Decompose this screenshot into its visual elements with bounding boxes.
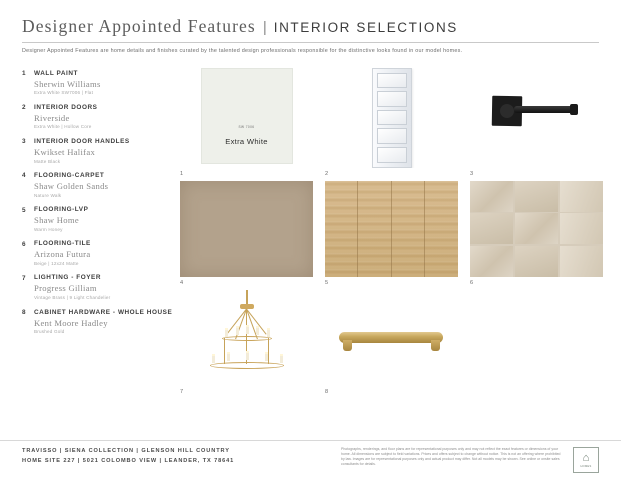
legend-number: 2 [22, 104, 26, 112]
door-handle-illustration [470, 68, 603, 164]
door-panel [377, 73, 407, 89]
house-icon: ⌂ [582, 451, 590, 464]
logo-label: HOMES [580, 464, 592, 468]
swatch-grid [174, 68, 603, 399]
lvp-texture [325, 181, 458, 277]
selections-legend-list [22, 68, 174, 399]
swatch-cell-chandelier [180, 290, 313, 395]
paint-chip [201, 68, 293, 164]
community-address-block [22, 447, 234, 466]
legend-category: FLOORING-LVP [34, 206, 89, 214]
carpet-swatch-image [180, 181, 313, 277]
swatch-cell-tile [470, 181, 603, 286]
chandelier-swatch-image [180, 290, 313, 386]
swatch-number: 2 [325, 170, 329, 177]
swatch-number: 8 [325, 388, 329, 395]
swatch-row [180, 181, 603, 286]
legend-product-name: Progress Gilliam [34, 283, 97, 294]
address-line: HOME SITE 227 | 5021 COLOMBO VIEW | LEANDER, TX 78641 [22, 457, 235, 464]
paint-code: SW 7006 [238, 124, 255, 129]
door-panel [377, 128, 407, 144]
title-divider: | [262, 19, 267, 36]
list-item [22, 240, 174, 267]
list-item [22, 206, 174, 233]
list-item [22, 138, 174, 165]
door-handle-swatch-image [470, 68, 603, 168]
swatch-row [180, 290, 603, 395]
list-item [22, 309, 174, 336]
legend-product-detail: Brushed Gold [34, 329, 65, 335]
legend-number: 4 [22, 172, 26, 180]
tile-swatch-image [470, 181, 603, 277]
handle-lever [514, 106, 576, 113]
legend-category: WALL PAINT [34, 69, 78, 77]
carpet-texture [180, 181, 313, 277]
tile-texture [470, 181, 603, 277]
chandelier-illustration [180, 290, 313, 386]
swatch-cell-empty [470, 290, 603, 395]
paint-name: Extra White [225, 136, 268, 146]
paint-swatch-image [180, 68, 313, 168]
door-swatch-image [325, 68, 458, 168]
pull-foot-left [343, 340, 352, 351]
legend-number: 8 [22, 309, 26, 317]
legend-product-detail: Nature Walk [34, 192, 62, 198]
page-title [22, 16, 599, 37]
swatch-number: 5 [325, 279, 329, 286]
legend-category: LIGHTING - FOYER [34, 274, 102, 282]
swatch-number: 3 [470, 170, 474, 177]
header-divider-rule [22, 42, 599, 43]
door-panel [377, 110, 407, 126]
door-panel [377, 91, 407, 107]
interior-door-illustration [372, 68, 412, 168]
lvp-swatch-image [325, 181, 458, 277]
legend-product-detail: Vintage Brass | 9 Light Chandelier [34, 295, 111, 301]
page-footer [0, 440, 621, 480]
legend-product-detail: Extra White | Hollow Core [34, 124, 92, 130]
legend-product-name: Arizona Futura [34, 249, 91, 260]
handle-rose [500, 104, 514, 118]
list-item [22, 70, 174, 97]
legend-number: 5 [22, 206, 26, 214]
cabinet-pull-illustration [325, 290, 458, 386]
legend-category: CABINET HARDWARE - WHOLE HOUSE [34, 308, 173, 316]
door-panel [377, 147, 407, 163]
content-area [0, 62, 621, 399]
swatch-number: 6 [470, 279, 474, 286]
list-item [22, 104, 174, 131]
swatch-cell-interior-door [325, 68, 458, 177]
legend-number: 6 [22, 240, 26, 248]
pull-foot-right [431, 340, 440, 351]
swatch-cell-carpet [180, 181, 313, 286]
swatch-cell-wall-paint [180, 68, 313, 177]
legend-product-name: Shaw Home [34, 215, 79, 226]
legend-number: 3 [22, 138, 26, 146]
swatch-number: 1 [180, 170, 184, 177]
handle-lever-tip [570, 104, 578, 115]
legal-disclaimer: Photographs, renderings, and floor plans are for representational purposes only and may not reflect the exact features or dimensions of your home. All dimensions are subject to field variations. Prices and offers subject to change without notice. This is not an offering where prohibited by law. Images are for representational purposes only and actual product may differ. Not all models may be shown. See online or onsite sales consultants for details. [341, 447, 561, 467]
legend-product-detail: Beige | 12x24 Matte [34, 260, 79, 266]
list-item [22, 274, 174, 301]
header-description: Designer Appointed Features are home details and finishes curated by the talented design professionals responsible for the distinctive looks found in our model homes. [22, 48, 463, 54]
community-line: TRAVISSO | SIENA COLLECTION | GLENSON HILL COUNTRY [22, 448, 230, 454]
page-header [0, 0, 621, 62]
legend-product-detail: Warm Honey [34, 226, 63, 232]
legend-number: 7 [22, 274, 26, 282]
title-subtitle: INTERIOR SELECTIONS [273, 20, 458, 35]
cabinet-pull-swatch-image [325, 290, 458, 386]
swatch-cell-lvp [325, 181, 458, 286]
swatch-row [180, 68, 603, 177]
legend-category: FLOORING-CARPET [34, 171, 105, 179]
list-item [22, 172, 174, 199]
pull-bar [339, 332, 443, 343]
legend-category: INTERIOR DOOR HANDLES [34, 137, 130, 145]
swatch-number: 4 [180, 279, 184, 286]
legend-product-name: Sherwin Williams [34, 78, 101, 89]
builder-logo [573, 447, 599, 473]
title-main: Designer Appointed Features [22, 16, 256, 36]
footer-right-block [341, 447, 599, 473]
legend-number: 1 [22, 70, 26, 78]
legend-product-name: Kent Moore Hadley [34, 317, 108, 328]
legend-product-name: Riverside [34, 112, 70, 123]
swatch-cell-door-handle [470, 68, 603, 177]
swatch-number: 7 [180, 388, 184, 395]
legend-product-detail: Matte Black [34, 158, 61, 164]
legend-category: FLOORING-TILE [34, 240, 91, 248]
legend-product-detail: Extra White SW7006 | Flat [34, 90, 94, 96]
legend-category: INTERIOR DOORS [34, 103, 98, 111]
legend-product-name: Kwikset Halifax [34, 146, 96, 157]
swatch-cell-cabinet-pull [325, 290, 458, 395]
paint-chip-label [202, 125, 292, 149]
legend-product-name: Shaw Golden Sands [34, 180, 109, 191]
